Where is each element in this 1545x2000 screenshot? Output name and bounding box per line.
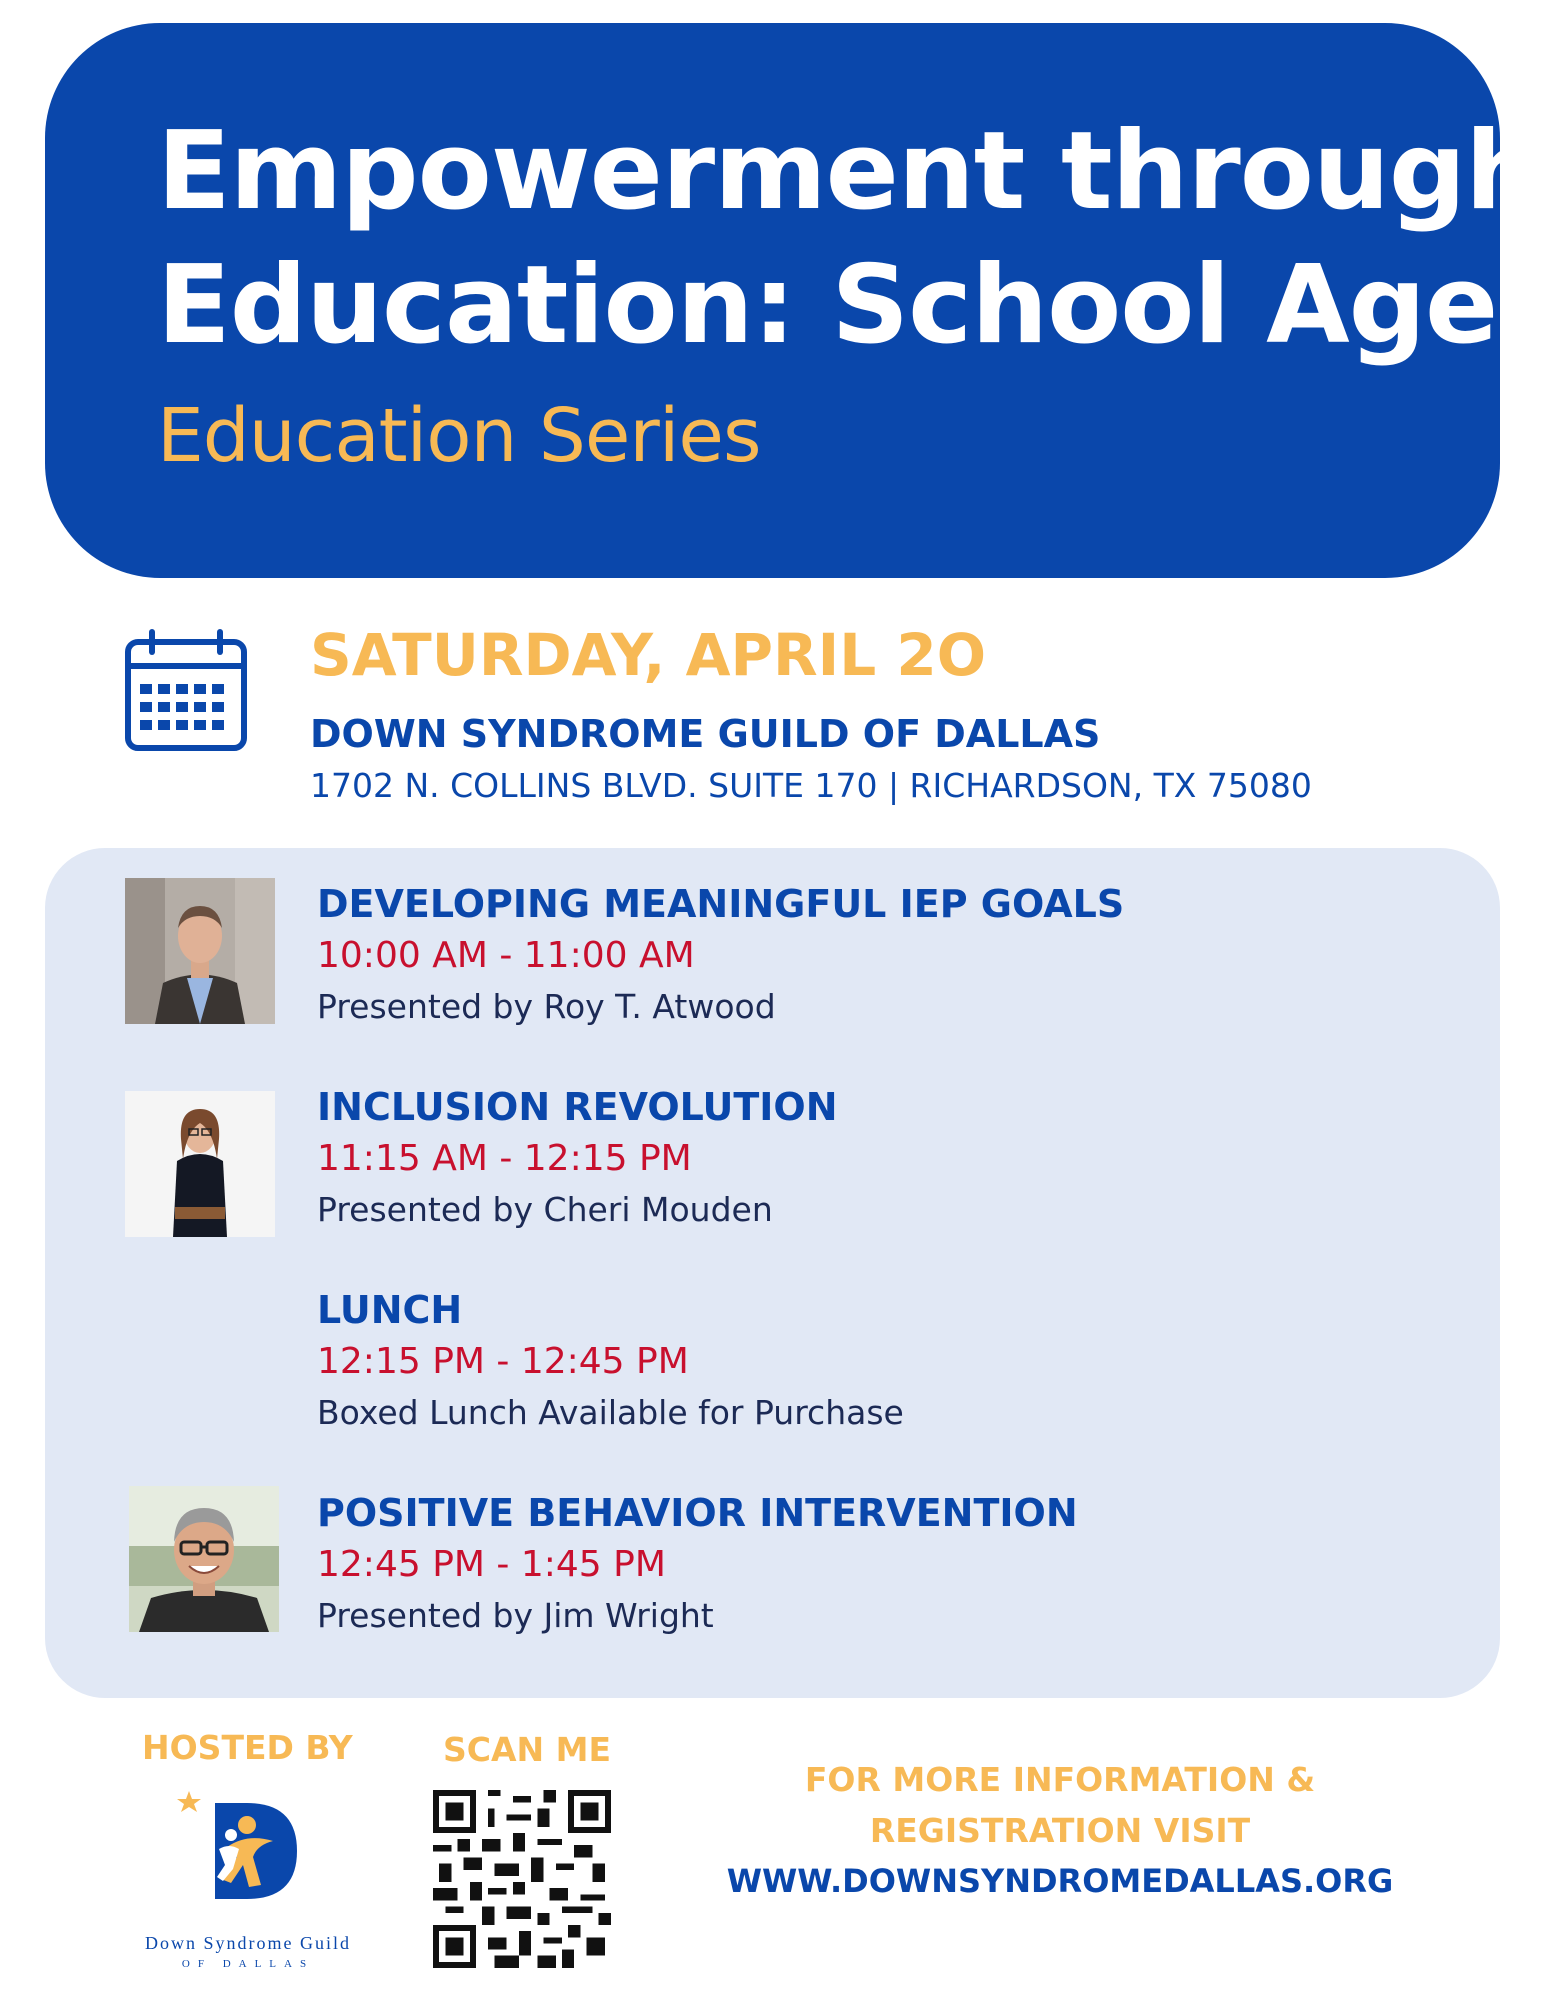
title-line-1: Empowerment through — [157, 109, 1542, 234]
presenter-photo-jim-wright — [129, 1486, 279, 1632]
scan-me-label: SCAN ME — [443, 1730, 612, 1769]
session-presenter: Presented by Cheri Mouden — [317, 1190, 773, 1229]
session-title: LUNCH — [317, 1288, 463, 1332]
dsg-logo-icon — [175, 1785, 305, 1905]
title-line-2: Education: School Age — [157, 243, 1498, 368]
session-time: 11:15 AM - 12:15 PM — [317, 1138, 692, 1179]
presenter-photo-cheri-mouden — [125, 1091, 275, 1237]
session-time: 12:45 PM - 1:45 PM — [317, 1544, 666, 1585]
session-time: 10:00 AM - 11:00 AM — [317, 935, 695, 976]
session-title: INCLUSION REVOLUTION — [317, 1085, 838, 1129]
session-note: Boxed Lunch Available for Purchase — [317, 1393, 904, 1432]
logo-subtitle: OF DALLAS — [181, 1958, 315, 1970]
hosted-by-label: HOSTED BY — [142, 1728, 353, 1767]
event-date: SATURDAY, APRIL 2O — [310, 621, 987, 689]
session-lunch — [317, 1284, 904, 1438]
page-subtitle: Education Series — [157, 393, 761, 479]
session-presenter: Presented by Jim Wright — [317, 1596, 714, 1635]
session-time: 12:15 PM - 12:45 PM — [317, 1341, 689, 1382]
session-title: DEVELOPING MEANINGFUL IEP GOALS — [317, 882, 1125, 926]
info-line-1: FOR MORE INFORMATION & — [804, 1760, 1316, 1799]
session-title: POSITIVE BEHAVIOR INTERVENTION — [317, 1491, 1078, 1535]
presenter-photo-roy-atwood — [125, 878, 275, 1024]
session-presenter: Presented by Roy T. Atwood — [317, 987, 776, 1026]
header-banner — [45, 23, 1542, 578]
schedule-panel — [45, 848, 1500, 1698]
venue-address: 1702 N. COLLINS BLVD. SUITE 170 | RICHARDSON, TX 75080 — [310, 766, 1312, 805]
calendar-icon — [122, 628, 250, 756]
info-line-2: REGISTRATION VISIT — [869, 1811, 1251, 1850]
logo-wordmark: Down Syndrome Guild — [145, 1933, 351, 1953]
qr-code-icon[interactable] — [433, 1790, 611, 1968]
session-inclusion-revolution — [317, 1081, 838, 1235]
session-iep-goals — [317, 878, 1124, 1032]
session-positive-behavior — [317, 1487, 1078, 1641]
website-link[interactable]: WWW.DOWNSYNDROMEDALLAS.ORG — [726, 1862, 1394, 1900]
venue-name: DOWN SYNDROME GUILD OF DALLAS — [310, 712, 1101, 756]
page-title — [157, 105, 1541, 373]
